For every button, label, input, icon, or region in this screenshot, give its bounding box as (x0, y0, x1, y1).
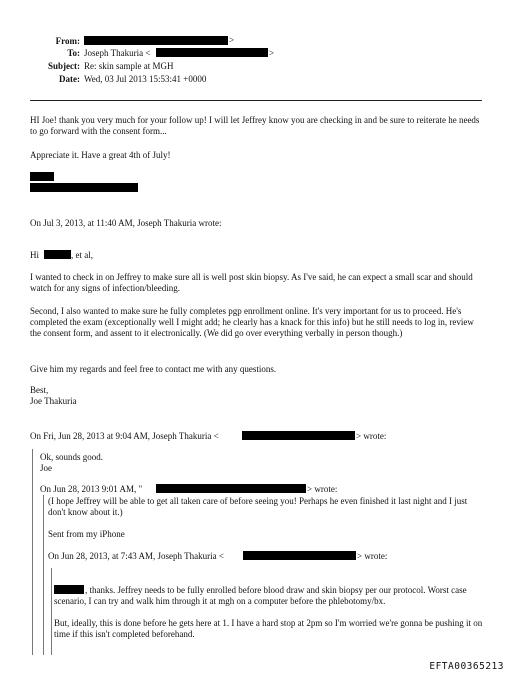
quote2-line2: Joe (40, 463, 52, 473)
quote2-intro-start: On Fri, Jun 28, 2013 at 9:04 AM, Joseph Thakuria < (30, 431, 219, 441)
reply-closing: Appreciate it. Have a great 4th of July! (30, 150, 171, 160)
quote3-body: (I hope Jeffrey will be able to get all taken care of before seeing you! Perhaps he even finished it last night and I just don't know about it.) (48, 496, 468, 517)
date-label: Date: (59, 74, 80, 84)
redacted-signature-1 (30, 172, 54, 181)
to-value: Joseph Thakuria < (84, 48, 151, 58)
quote1-intro: On Jul 3, 2013, at 11:40 AM, Joseph Thakuria wrote: (30, 218, 222, 228)
quote3-intro-end: > wrote: (307, 484, 338, 494)
redacted-to-email (156, 48, 268, 57)
quote2-bar (32, 449, 33, 655)
quote1-greeting-end: , et al, (71, 250, 93, 260)
quote1-p3: Give him my regards and feel free to contact me with any questions. (30, 364, 277, 374)
redacted-quote2-email (242, 431, 355, 440)
quote4-intro-start: On Jun 28, 2013, at 7:43 AM, Joseph Thakuria < (48, 551, 224, 561)
subject-value: Re: skin sample at MGH (84, 61, 174, 71)
quote4-bar (51, 568, 52, 655)
to-value-tail: > (269, 48, 275, 58)
redacted-greeting-name (44, 250, 71, 259)
header-divider (30, 100, 482, 101)
redacted-quote4-email (243, 551, 356, 560)
quote3-sent: Sent from my iPhone (48, 529, 125, 539)
subject-label: Subject: (48, 61, 80, 71)
redacted-signature-2 (30, 183, 138, 192)
quote3-intro-start: On Jun 28, 2013 9:01 AM, " (40, 484, 143, 494)
document-id: EFTA00365213 (429, 661, 504, 672)
redacted-from (84, 36, 228, 45)
quote4-intro-end: > wrote: (357, 551, 388, 561)
quote1-sign1: Best, (30, 385, 49, 395)
date-value: Wed, 03 Jul 2013 15:53:41 +0000 (84, 74, 207, 84)
quote4-p1: , thanks. Jeffrey needs to be fully enrolled before blood draw and skin biopsy per our protocol. Worst case scenario, I can try and walk him through it at mgh on a computer before the phlebotomy/bx. (54, 585, 467, 606)
quote1-sign2: Joe Thakuria (30, 396, 77, 406)
quote3-bar (43, 495, 44, 655)
quote1-greeting-start: Hi (30, 250, 39, 260)
from-label: From: (55, 36, 80, 46)
quote4-p2: But, ideally, this is done before he gets here at 1. I have a hard stop at 2pm so I'm worried we're gonna be pushing it on time if this isn't completed beforehand. (54, 618, 483, 639)
quote2-intro-end: > wrote: (356, 431, 387, 441)
from-value-tail: > (229, 35, 235, 45)
quote2-line1: Ok, sounds good. (40, 452, 104, 462)
redacted-quote3-email (156, 484, 306, 493)
quote1-p2: Second, I also wanted to make sure he fully completes pgp enrollment online. It's very important for us to proceed. He's completed the exam (exceptionally well I might add; he clearly has a knack for this info) but he still needs to log in, review the consent form, and assent to it electronically. (We did go over everything verbally in person though.) (30, 306, 474, 338)
to-label: To: (67, 48, 80, 58)
reply-body: HI Joe! thank you very much for your follow up! I will let Jeffrey know you are checking in and be sure to reiterate he needs to go forward with the consent form... (30, 115, 480, 136)
quote1-p1: I wanted to check in on Jeffrey to make sure all is well post skin biopsy. As I've said, he can expect a small scar and should watch for any signs of infection/bleeding. (30, 272, 473, 293)
